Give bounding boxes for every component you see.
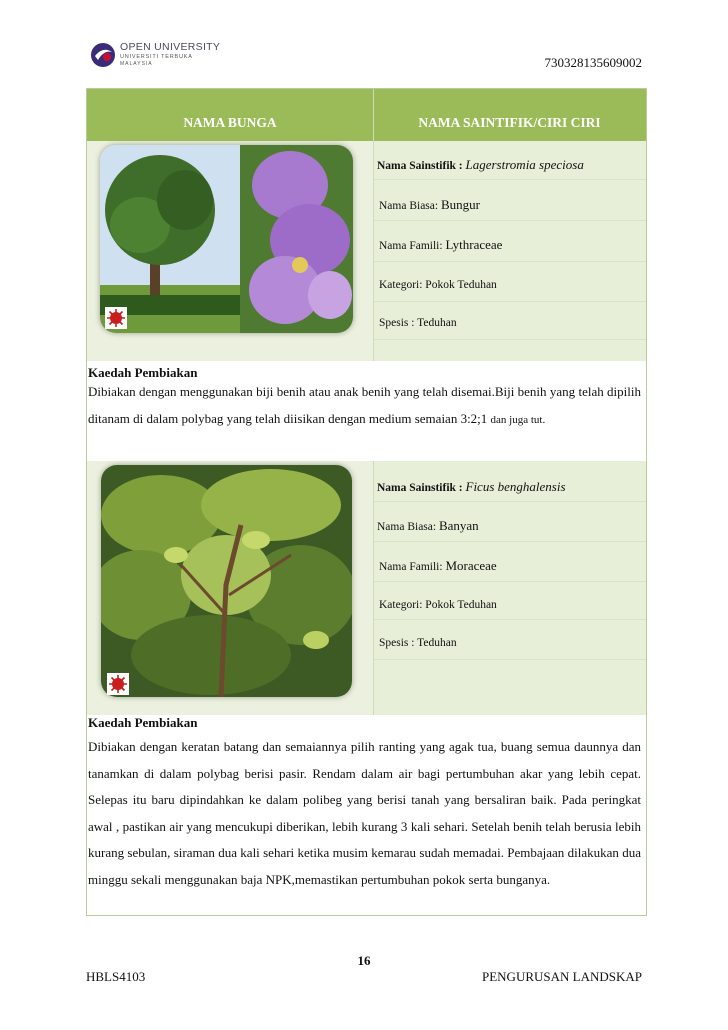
logo-line1: OPEN UNIVERSITY — [120, 41, 221, 53]
category-2: Kategori: Pokok Teduhan — [379, 599, 497, 611]
um-emblem-icon — [107, 673, 129, 695]
course-code: HBLS4103 — [86, 969, 146, 984]
logo-emblem-icon — [90, 42, 116, 68]
method-text-1: Dibiakan dengan menggunakan biji benih atau anak benih yang telah disemai.Biji benih yang telah dipilih ditanam di dalam polybag yang telah diisikan dengan medium semaian 3:2;1 dan juga tut. — [88, 384, 641, 426]
species-2: Spesis : Teduhan — [379, 637, 457, 649]
plant-photo-bungur — [100, 145, 353, 333]
category-1: Kategori: Pokok Teduhan — [379, 279, 497, 291]
common-name-2: Nama Biasa: Banyan — [377, 518, 479, 533]
um-emblem-icon — [105, 307, 127, 329]
logo-line2: UNIVERSITI TERBUKA — [120, 54, 193, 60]
university-logo — [90, 40, 230, 72]
logo-line3: MALAYSIA — [120, 61, 153, 67]
common-name-1: Nama Biasa: Bungur — [379, 197, 480, 212]
plant-row-2 — [87, 461, 646, 715]
plant-row-1 — [87, 141, 646, 361]
table-header — [87, 89, 646, 141]
scientific-name-1: Nama Sainstifik : Lagerstromia speciosa — [377, 157, 584, 172]
family-name-2: Nama Famili: Moraceae — [379, 558, 497, 573]
family-name-1: Nama Famili: Lythraceae — [379, 237, 503, 252]
method-title-2: Kaedah Pembiakan — [88, 715, 198, 730]
col-header-scientific: NAMA SAINTIFIK/CIRI CIRI — [418, 115, 601, 130]
plant-table — [86, 88, 647, 916]
method-text-2: Dibiakan dengan keratan batang dan semaiannya pilih ranting yang agak tua, buang semua daunnya dan tanamkan di dalam polybag berisi pasir. Rendam dalam air bagi pertumbuhan akar yang lebih cepat. Selepas itu baru dipindahkan ke dalam polibeg yang berisi tanah yang bersaliran baik. Pada peringkat awal , pastikan air yang mencukupi diberikan, lebih kurang 3 kali sehari. Setelah benih telah berusia lebih kurang sebulan, siraman dua kali sehari ketika musim kemarau sudah memadai. Pembajaan dilakukan dua minggu sekali menggunakan baja NPK,memastikan pertumbuhan pokok serta bunganya. — [88, 739, 641, 887]
propagation-block-2 — [87, 715, 646, 915]
method-title-1: Kaedah Pembiakan — [88, 365, 198, 380]
species-1: Spesis : Teduhan — [379, 317, 457, 329]
document-id: 730328135609002 — [544, 55, 642, 70]
course-name: PENGURUSAN LANDSKAP — [482, 969, 642, 984]
plant-photo-banyan — [101, 465, 352, 697]
page-number: 16 — [357, 953, 371, 968]
propagation-block-1 — [87, 361, 646, 461]
scientific-name-2: Nama Sainstifik : Ficus benghalensis — [377, 479, 566, 494]
col-header-flower-name: NAMA BUNGA — [183, 115, 277, 130]
